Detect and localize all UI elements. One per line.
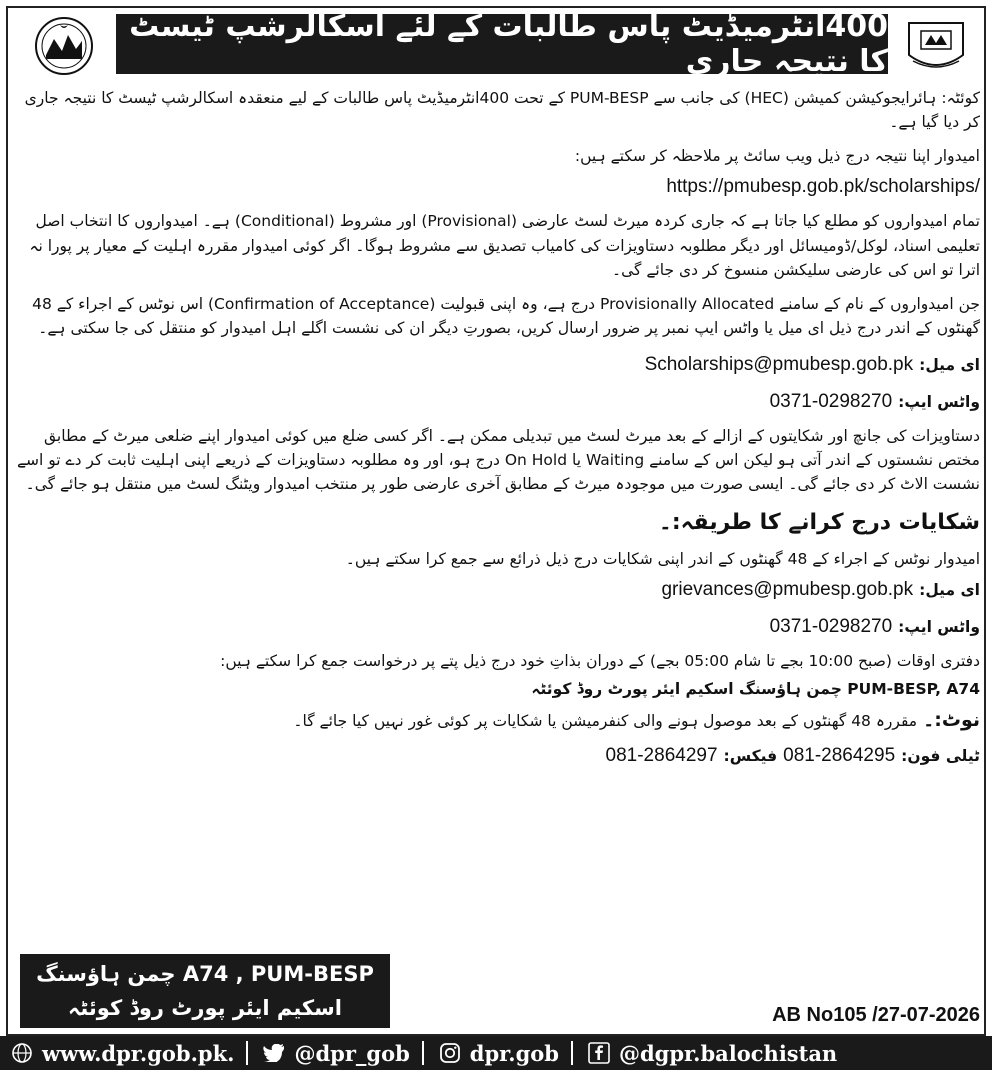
phone-label: ٹیلی فون: xyxy=(901,746,980,765)
website-intro: امیدوار اپنا نتیجہ درج ذیل ویب سائٹ پر ملاحظہ کر سکتے ہیں: xyxy=(574,147,980,166)
facebook-icon xyxy=(585,1041,613,1065)
page-title: 400انٹرمیڈیٹ پاس طالبات کے لئے اسکالرشپ ٹیسٹ کا نتیجہ جاری xyxy=(116,14,888,74)
confirmation-email[interactable]: Scholarships@pmubesp.gob.pk xyxy=(644,353,914,375)
address-box xyxy=(20,954,390,1028)
grievance-whatsapp-label: واٹس ایپ: xyxy=(898,618,980,637)
fax-label: فیکس: xyxy=(723,746,778,765)
government-emblem-icon xyxy=(22,14,106,78)
footer-facebook[interactable] xyxy=(577,1041,845,1066)
grievance-email[interactable]: grievances@pmubesp.gob.pk xyxy=(661,578,914,600)
waiting-paragraph: دستاویزات کی جانچ اور شکایتوں کے ازالے کے بعد میرٹ لسٹ میں تبدیلی ممکن ہے۔ اگر کسی ضلع میں کوئی امیدوار اپنے ضلعی میرٹ کے مطابق مختص نشستوں کے اندر آتی ہو لیکن اس کے سامنے Waiting یا On Hold درج ہو، اور وہ مطلوبہ دستاویزات کے ذریعے اپنی اہلیت ثابت کر دے تو اسے نشست الاٹ کر دی جائے گی۔ ایسی صورت میں موجودہ میرٹ کے مطابق آخری عارضی طور پر منتخب امیدوار ویٹنگ لسٹ میں منتقل ہو جائے گی۔ xyxy=(16,427,980,494)
notice-body xyxy=(14,86,980,778)
bahria-emblem-icon xyxy=(894,14,978,78)
website-text: www.dpr.gob.pk. xyxy=(42,1040,235,1066)
confirmation-whatsapp-row xyxy=(14,387,980,416)
email-label: ای میل: xyxy=(919,355,980,374)
provisional-paragraph: تمام امیدواروں کو مطلع کیا جاتا ہے کہ جاری کردہ میرٹ لسٹ عارضی (Provisional) اور مشروط (Conditional) ہے۔ امیدواروں کا انتخاب اصل تعلیمی اسناد، لوکل/ڈومیسائل اور دیگر مطلوبہ دستاویزات کی کامیاب تصدیق سے مشروط ہوگا۔ اگر کوئی امیدوار مقررہ اہلیت کے معیار پر پورا نہ اترا تو اس کی عارضی سلیکشن منسوخ کر دی جائے گی۔ xyxy=(29,212,980,279)
confirmation-whatsapp: 0371-0298270 xyxy=(769,391,893,412)
note-text: مقررہ 48 گھنٹوں کے بعد موصول ہونے والی کنفرمیشن یا شکایات پر کوئی غور نہیں کیا جائے گا۔ xyxy=(293,711,918,730)
footer-divider xyxy=(571,1041,573,1065)
address-line-2: اسکیم ایئر پورٹ روڈ کوئٹہ xyxy=(68,995,342,1020)
footer-twitter[interactable] xyxy=(252,1041,417,1066)
confirmation-email-row xyxy=(14,350,980,379)
intro-paragraph: کوئٹہ: ہائرایجوکیشن کمیشن (HEC) کی جانب سے PUM-BESP کے تحت 400انٹرمیڈیٹ پاس طالبات کے لیے منعقدہ اسکالرشپ ٹیسٹ کا نتیجہ جاری کر دیا گیا ہے۔ xyxy=(24,89,980,132)
footer-instagram[interactable] xyxy=(428,1041,567,1066)
twitter-handle: @dpr_gob xyxy=(294,1040,410,1066)
footer-divider xyxy=(422,1041,424,1065)
ab-number: AB No105 /27-07-2026 xyxy=(772,1004,980,1026)
results-website-link[interactable]: https://pmubesp.gob.pk/scholarships/ xyxy=(666,176,980,198)
address-line-1: A74 , PUM-BESP چمن ہاؤسنگ xyxy=(36,962,374,986)
globe-icon xyxy=(8,1041,36,1065)
grievance-email-row xyxy=(14,575,980,604)
grievance-intro: امیدوار نوٹس کے اجراء کے 48 گھنٹوں کے اندر اپنی شکایات درج ذیل ذرائع سے جمع کرا سکتے ہیں۔ xyxy=(345,549,980,568)
grievance-whatsapp: 0371-0298270 xyxy=(769,616,893,638)
twitter-icon xyxy=(260,1041,288,1065)
office-hours: دفتری اوقات (صبح 10:00 بجے تا شام 05:00 بجے) کے دوران بذاتِ خود درج ذیل پتے پر درخواست جمع کرا سکتے ہیں: xyxy=(220,652,980,671)
note-row xyxy=(14,706,980,735)
instagram-icon xyxy=(436,1041,464,1065)
grievance-heading: شکایات درج کرانے کا طریقہ:۔ xyxy=(658,510,980,536)
facebook-handle: @dgpr.balochistan xyxy=(619,1040,838,1066)
instagram-handle: dpr.gob xyxy=(469,1040,559,1066)
footer-bar xyxy=(0,1036,992,1070)
note-label: نوٹ:۔ xyxy=(923,708,980,731)
grievance-email-label: ای میل: xyxy=(919,580,980,599)
whatsapp-label: واٹس ایپ: xyxy=(898,393,980,411)
allocated-paragraph: جن امیدواروں کے نام کے سامنے Provisionally Allocated درج ہے، وہ اپنی قبولیت (Confirmation of Acceptance) اس نوٹس کے اجراء کے 48 گھنٹوں کے اندر درج ذیل ای میل یا واٹس ایپ نمبر پر ضرور ارسال کریں، بصورتِ دیگر ان کی نشست اگلے اہل امیدوار کو منتقل کی جا سکتی ہے۔ xyxy=(32,294,980,337)
footer-website[interactable] xyxy=(0,1041,242,1066)
phone-number: 081-2864295 xyxy=(783,744,896,766)
grievance-whatsapp-row xyxy=(14,612,980,641)
footer-divider xyxy=(246,1041,248,1065)
fax-number: 081-2864297 xyxy=(605,744,718,766)
phone-row xyxy=(14,741,980,770)
office-address: PUM-BESP, A74 چمن ہاؤسنگ اسکیم ایئر پورٹ روڈ کوئٹہ xyxy=(531,680,980,699)
